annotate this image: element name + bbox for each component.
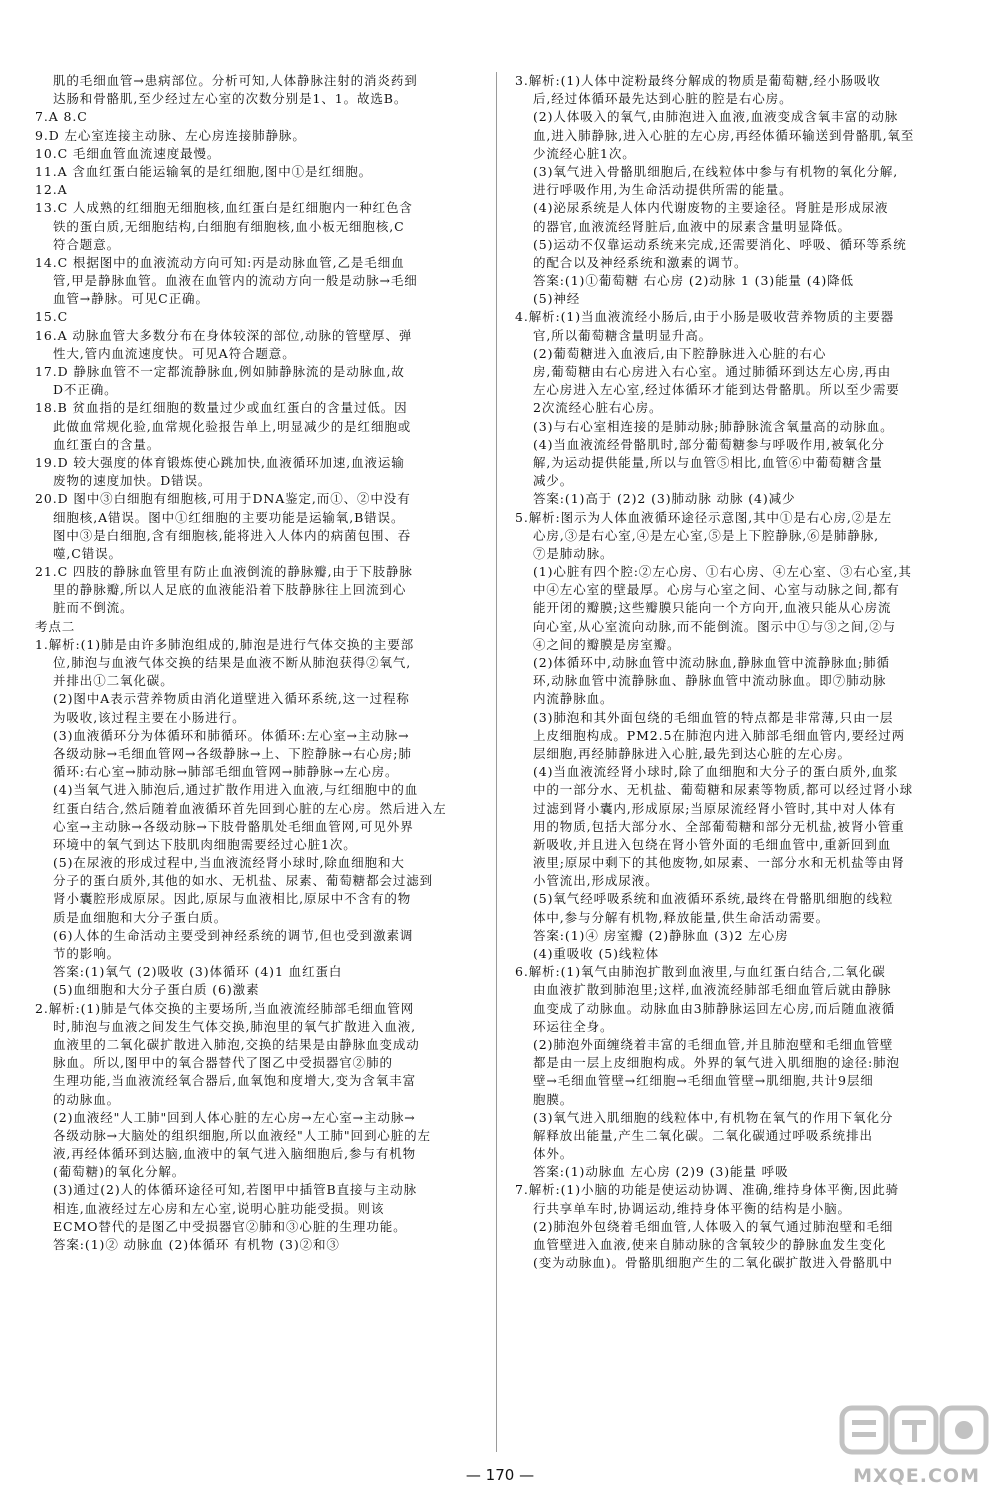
text-line: 11.A 含血红蛋白能运输氧的是红细胞,图中①是红细胞。 [35, 163, 373, 179]
text-line: 肌的毛细血管→患病部位。分析可知,人体静脉注射的消炎药到 [53, 73, 418, 88]
text-line: 上皮细胞构成。PM2.5在肺泡内进入肺部毛细血管内,要经过两 [533, 727, 906, 743]
text-line: 环,动脉血管中流静脉血、静脉血管中流动脉血。即⑦肺动脉 [533, 673, 887, 689]
text-line: (葡萄糖)的氧化分解。 [53, 1164, 186, 1180]
text-line: 的器官,血液流经肾脏后,血液中的尿素含量明显降低。 [533, 218, 851, 234]
text-line: 20.D 图中③白细胞有细胞核,可用于DNA鉴定,而①、②中没有 [35, 491, 411, 507]
text-line: 血液里的二氧化碳扩散进入肺泡,交换的结果是由静脉血变成动 [53, 1036, 420, 1052]
text-line: 肾小囊腔形成原尿。因此,原尿与血液相比,原尿中不含有的物 [53, 891, 412, 907]
text-line: (4)泌尿系统是人体内代谢废物的主要途径。肾脏是形成尿液 [533, 200, 889, 216]
text-line: 层细胞,再经肺静脉进入心脏,最先到达心脏的左心房。 [533, 745, 851, 761]
text-line: 此做血常规化验,血常规化验报告单上,明显减少的是红细胞或 [53, 418, 412, 434]
text-line: D不正确。 [53, 382, 118, 398]
text-line: 答案:(1)①葡萄糖 右心房 (2)动脉 1 (3)能量 (4)降低 [533, 273, 854, 289]
text-line: 9.D 左心室连接主动脉、左心房连接肺静脉。 [35, 127, 306, 143]
text-line: 中④左心室的壁最厚。心房与心室之间、心室与动脉之间,都有 [533, 582, 900, 598]
text-line: 2次流经心脏右心房。 [533, 400, 663, 416]
text-line: (3)通过(2)人的体循环途径可知,若图甲中插管B直接与主动脉 [53, 1182, 417, 1198]
text-line: 行共享单车时,协调运动,维持身体平衡的结构是小脑。 [533, 1200, 851, 1216]
text-line: 进行呼吸作用,为生命活动提供所需的能量。 [533, 182, 793, 198]
text-line: 红蛋白结合,然后随着血液循环首先回到心脏的左心房。然后进入左 [53, 800, 447, 816]
right-column [515, 72, 963, 1272]
text-line: (3)与右心室相连接的是肺动脉;肺静脉流含氧量高的动脉血。 [533, 418, 894, 434]
text-line: (5)运动不仅靠运动系统来完成,还需要消化、呼吸、循环等系统 [533, 236, 907, 252]
text-line: 14.C 根据图中的血液流动方向可知:丙是动脉血管,乙是毛细血 [35, 254, 405, 270]
text-line: (3)血液循环分为体循环和肺循环。体循环:左心室→主动脉→ [53, 727, 410, 743]
text-line: 少流经心脏1次。 [533, 145, 636, 161]
watermark-logo [834, 1402, 994, 1497]
text-line: 小管流出,形成尿液。 [533, 873, 659, 889]
text-line: 为吸收,该过程主要在小肠进行。 [53, 709, 246, 725]
text-line: 过滤到肾小囊内,形成原尿;当原尿流经肾小管时,其中对人体有 [533, 800, 897, 816]
text-line: 达肠和骨骼肌,至少经过左心室的次数分别是1、1。故选B。 [53, 91, 408, 107]
watermark-domain: MXQE.COM [853, 1465, 980, 1487]
text-line: 15.C [35, 309, 69, 325]
text-line: 血变成了动脉血。动脉血由3肺静脉运回左心房,而后随血液循 [533, 1000, 896, 1016]
text-line: 胞膜。 [533, 1091, 574, 1107]
text-line: (6)人体的生命活动主要受到神经系统的调节,但也受到激素调 [53, 927, 414, 943]
text-line: 左心房进入左心室,经过体循环才能到达骨骼肌。所以至少需要 [533, 382, 900, 398]
text-line: 5.解析:图示为人体血液循环途径示意图,其中①是右心房,②是左 [515, 509, 892, 525]
text-line: 脏而不倒流。 [53, 600, 134, 616]
text-line: 符合题意。 [53, 236, 121, 252]
text-line: 12.A [35, 182, 68, 198]
text-line: ④之间的瓣膜是房室瓣。 [533, 636, 681, 652]
text-line: 细胞核,A错误。图中①红细胞的主要功能是运输氧,B错误。 [53, 509, 405, 525]
text-line: 体中,参与分解有机物,释放能量,供生命活动需要。 [533, 909, 830, 925]
text-line: 房,葡萄糖由右心房进入右心室。通过肺循环到达左心房,再由 [533, 364, 892, 379]
text-line: 各级动脉→毛细血管网→各级静脉→上、下腔静脉→右心房;肺 [53, 745, 412, 761]
text-line: 环境中的氧气到达下肢肌肉细胞需要经过心脏1次。 [53, 836, 357, 852]
text-line: 19.D 较大强度的体育锻炼使心跳加快,血液循环加速,血液运输 [35, 454, 405, 470]
text-line: 铁的蛋白质,无细胞结构,白细胞有细胞核,血小板无细胞核,C [53, 218, 405, 234]
text-line: ⑦是肺动脉。 [533, 545, 614, 561]
text-line: 用的物质,包括大部分水、全部葡萄糖和部分无机盐,被肾小管重 [533, 818, 905, 834]
text-line: 并排出①二氧化碳。 [53, 673, 174, 689]
text-line: 的动脉血。 [53, 1091, 121, 1107]
text-line: 各级动脉→大脑处的组织细胞,所以血液经"人工肺"回到心脏的左 [53, 1127, 431, 1143]
text-line: 17.D 静脉血管不一定都流静脉血,例如肺静脉流的是动脉血,故 [35, 364, 405, 379]
text-line: (5)神经 [533, 291, 581, 307]
text-line: 生理功能,当血液流经氧合器后,血氧饱和度增大,变为含氧丰富 [53, 1073, 417, 1089]
text-line: 16.A 动脉血管大多数分布在身体较深的部位,动脉的管壁厚、弹 [35, 327, 413, 343]
text-line: (5)氧气经呼吸系统和血液循环系统,最终在骨骼肌细胞的线粒 [533, 891, 894, 907]
text-line: 时,肺泡与血液之间发生气体交换,肺泡里的氧气扩散进入血液, [53, 1018, 417, 1034]
text-line: (1)心脏有四个腔:②左心房、①右心房、④左心室、③右心室,其 [533, 564, 912, 580]
text-line: 能开闭的瓣膜;这些瓣膜只能向一个方向开,血液只能从心房流 [533, 600, 892, 616]
text-line: 6.解析:(1)氧气由肺泡扩散到血液里,与血红蛋白结合,二氧化碳 [515, 964, 886, 980]
text-line: 血管壁进入血液,使来自肺动脉的含氧较少的静脉血发生变化 [533, 1237, 887, 1252]
text-line: 都是由一层上皮细胞构成。外界的氧气进入肌细胞的途径:肺泡 [533, 1055, 900, 1071]
text-line: 4.解析:(1)当血液流经小肠后,由于小肠是吸收营养物质的主要器 [515, 309, 895, 325]
text-line: 液里;原尿中剩下的其他废物,如尿素、一部分水和无机盐等由肾 [533, 855, 905, 871]
text-line: 里的静脉瓣,所以人足底的血液能沿着下肢静脉往上回流到心 [53, 582, 407, 598]
text-line: 废物的速度加快。D错误。 [53, 473, 212, 489]
text-line: (2)人体吸入的氧气,由肺泡进入血液,血液变成含氧丰富的动脉 [533, 109, 899, 125]
text-line: 解释放出能量,产生二氧化碳。二氧化碳通过呼吸系统排出 [533, 1127, 873, 1143]
text-line: 3.解析:(1)人体中淀粉最终分解成的物质是葡萄糖,经小肠吸收 [515, 73, 881, 88]
text-line: (2)血液经"人工肺"回到人体心脏的左心房→左心室→主动脉→ [53, 1109, 416, 1125]
text-line: (2)体循环中,动脉血管中流动脉血,静脉血管中流静脉血;肺循 [533, 655, 890, 670]
text-line: 新吸收,并且进入包绕在肾小管外面的毛细血管中,重新回到血 [533, 836, 892, 852]
text-line: 后,经过体循环最先达到心脏的腔是右心房。 [533, 91, 793, 107]
text-line: 血管→静脉。可见C正确。 [53, 291, 209, 307]
text-line: 位,肺泡与血液气体交换的结果是血液不断从肺泡获得②氧气, [53, 655, 412, 670]
text-line: 分子的蛋白质外,其他的如水、无机盐、尿素、葡萄糖都会过滤到 [53, 873, 434, 889]
text-line: 体外。 [533, 1146, 574, 1162]
text-line: 7.A 8.C [35, 109, 88, 125]
text-line: 循环:右心室→肺动脉→肺部毛细血管网→肺静脉→左心房。 [53, 764, 399, 780]
text-line: (2)葡萄糖进入血液后,由下腔静脉进入心脏的右心 [533, 345, 827, 361]
text-line: (5)在尿液的形成过程中,当血液流经肾小球时,除血细胞和大 [53, 855, 405, 871]
text-line: 心房,③是右心室,④是左心室,⑤是上下腔静脉,⑥是肺静脉, [533, 527, 879, 543]
text-line: 内流静脉血。 [533, 691, 614, 707]
left-column [35, 72, 483, 1254]
text-line: 21.C 四肢的静脉血管里有防止血液倒流的静脉瓣,由于下肢静脉 [35, 564, 413, 580]
text-line: 壁→毛细血管壁→红细胞→毛细血管壁→肌细胞,共计9层细 [533, 1073, 874, 1089]
text-line: (2)肺泡外面缠绕着丰富的毛细血管,并且肺泡壁和毛细血管壁 [533, 1036, 894, 1052]
text-line: 中的一部分水、无机盐、葡萄糖和尿素等物质,都可以经过肾小球 [533, 782, 914, 798]
text-line: 血红蛋白的含量。 [53, 436, 161, 452]
text-line: 10.C 毛细血管血流速度最慢。 [35, 145, 221, 161]
text-line: (4)当氧气进入肺泡后,通过扩散作用进入血液,与红细胞中的血 [53, 782, 419, 798]
text-line: 噬,C错误。 [53, 545, 122, 561]
text-line: ECMO替代的是图乙中受损器官②肺和③心脏的生理功能。 [53, 1218, 407, 1234]
text-line: 脉血。所以,图甲中的氧合器替代了图乙中受损器官②肺的 [53, 1055, 393, 1071]
text-line: 相连,血液经过左心房和左心室,说明心脏功能受损。则该 [53, 1200, 385, 1216]
text-line: 液,再经体循环到达脑,血液中的氧气进入脑细胞后,参与有机物 [53, 1146, 417, 1162]
text-line: 血,进入肺静脉,进入心脏的左心房,再经体循环输送到骨骼肌,氧至 [533, 127, 915, 143]
text-line: 官,所以葡萄糖含量明显升高。 [533, 327, 713, 343]
text-line: 环运往全身。 [533, 1018, 614, 1034]
text-line: 质是血细胞和大分子蛋白质。 [53, 909, 228, 925]
text-line: 13.C 人成熟的红细胞无细胞核,血红蛋白是红细胞内一种红色含 [35, 200, 413, 216]
text-line: 考点二 [35, 618, 76, 634]
page-number: — 170 — [465, 1466, 535, 1484]
text-line: (3)肺泡和其外面包绕的毛细血管的特点都是非常薄,只由一层 [533, 709, 894, 725]
text-line: (2)肺泡外包绕着毛细血管,人体吸入的氧气通过肺泡壁和毛细 [533, 1218, 894, 1234]
text-line: (4)当血液流经肾小球时,除了血细胞和大分子的蛋白质外,血浆 [533, 764, 899, 780]
text-line: 7.解析:(1)小脑的功能是使运动协调、准确,维持身体平衡,因此骑 [515, 1182, 899, 1198]
text-line: 答案:(1)高于 (2)2 (3)肺动脉 动脉 (4)减少 [533, 491, 796, 507]
column-divider [496, 72, 497, 1452]
text-line: 18.B 贫血指的是红细胞的数量过少或血红蛋白的含量过低。因 [35, 400, 408, 416]
text-line: 1.解析:(1)肺是由许多肺泡组成的,肺泡是进行气体交换的主要部 [35, 636, 415, 652]
text-line: (5)血细胞和大分子蛋白质 (6)激素 [53, 982, 260, 998]
text-line: 答案:(1)动脉血 左心房 (2)9 (3)能量 呼吸 [533, 1164, 789, 1180]
text-line: 答案:(1)② 动脉血 (2)体循环 有机物 (3)②和③ [53, 1237, 340, 1252]
text-line: 图中③是白细胞,含有细胞核,能将进入人体内的病菌包围、吞 [53, 527, 412, 543]
text-line: 节的影响。 [53, 946, 121, 961]
text-line: (3)氧气进入肌细胞的线粒体中,有机物在氧气的作用下氧化分 [533, 1109, 894, 1125]
text-line: (2)图中A表示营养物质由消化道壁进入循环系统,这一过程称 [53, 691, 410, 707]
text-line: (3)氧气进入骨骼肌细胞后,在线粒体中参与有机物的氧化分解, [533, 163, 899, 179]
text-line: 减少。 [533, 473, 574, 489]
text-line: 管,甲是静脉血管。血液在血管内的流动方向一般是动脉→毛细 [53, 273, 418, 289]
text-line: 由血液扩散到肺泡里;这样,血液流经肺部毛细血管后就由静脉 [533, 982, 892, 998]
text-line: 2.解析:(1)肺是气体交换的主要场所,当血液流经肺部毛细血管网 [35, 1000, 415, 1016]
text-line: 解,为运动提供能量,所以与血管⑤相比,血管⑥中葡萄糖含量 [533, 454, 883, 470]
text-line: 的配合以及神经系统和激素的调节。 [533, 254, 748, 270]
text-line: (4)重吸收 (5)线粒体 [533, 946, 660, 961]
text-line: (4)当血液流经骨骼肌时,部分葡萄糖参与呼吸作用,被氧化分 [533, 436, 885, 452]
text-line: 性大,管内血流速度快。可见A符合题意。 [53, 345, 296, 361]
text-line: 心室→主动脉→各级动脉→下肢骨骼肌处毛细血管网,可见外界 [53, 818, 414, 834]
text-line: 答案:(1)氧气 (2)吸收 (3)体循环 (4)1 血红蛋白 [53, 964, 343, 980]
text-line: (变为动脉血)。骨骼肌细胞产生的二氧化碳扩散进入骨骼肌中 [533, 1255, 893, 1271]
text-line: 答案:(1)④ 房室瓣 (2)静脉血 (3)2 左心房 [533, 927, 789, 943]
text-line: 向心室,从心室流向动脉,而不能倒流。图示中①与③之间,②与 [533, 618, 897, 634]
